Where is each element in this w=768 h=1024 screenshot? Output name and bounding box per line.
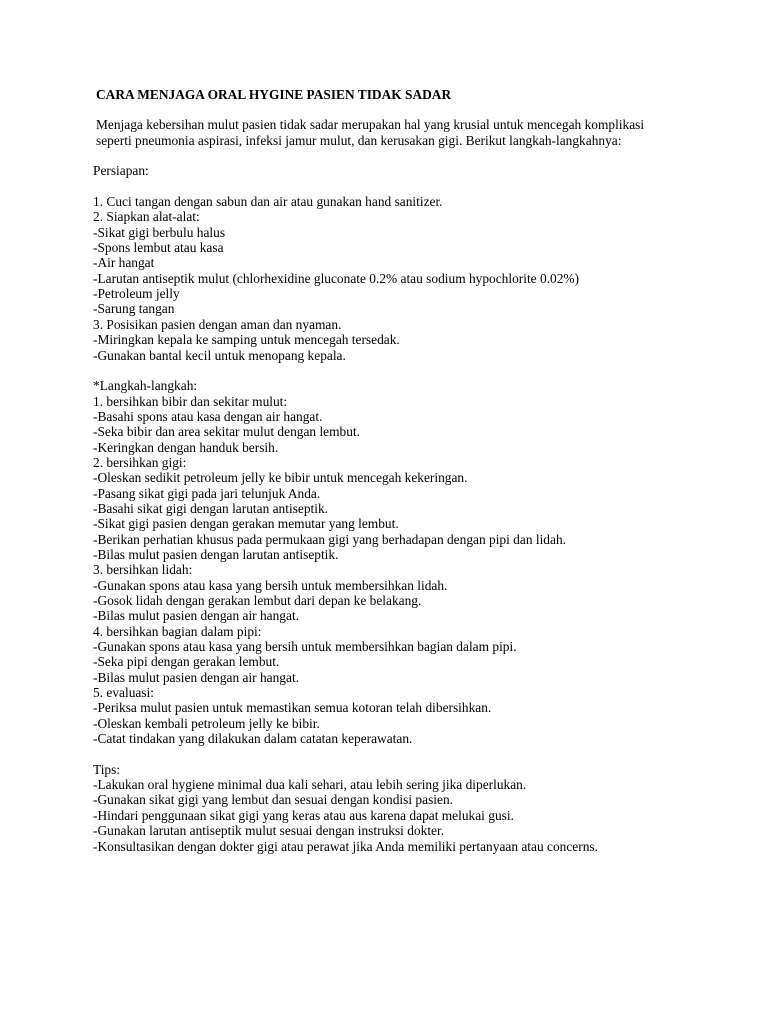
text-line: -Pasang sikat gigi pada jari telunjuk Anda. xyxy=(93,485,321,501)
document-title: CARA MENJAGA ORAL HYGINE PASIEN TIDAK SADAR xyxy=(96,87,452,102)
text-line: -Lakukan oral hygiene minimal dua kali sehari, atau lebih sering jika diperlukan. xyxy=(93,777,527,793)
text-line: -Gunakan bantal kecil untuk menopang kepala. xyxy=(93,347,346,363)
spacer xyxy=(93,746,653,761)
text-line: -Gunakan larutan antiseptik mulut sesuai dengan instruksi dokter. xyxy=(93,823,445,839)
text-line: 4. bersihkan bagian dalam pipi: xyxy=(93,623,262,639)
spacer xyxy=(93,363,653,378)
spacer xyxy=(93,148,653,163)
text-line: 5. evaluasi: xyxy=(93,685,154,701)
text-line: -Petroleum jelly xyxy=(93,286,180,302)
text-line: -Periksa mulut pasien untuk memastikan semua kotoran telah dibersihkan. xyxy=(93,700,492,716)
text-line: -Berikan perhatian khusus pada permukaan gigi yang berhadapan dengan pipi dan lidah. xyxy=(93,531,566,547)
text-line: -Sikat gigi berbulu halus xyxy=(93,224,226,240)
text-line: -Gunakan spons atau kasa yang bersih untuk membersihkan lidah. xyxy=(93,577,448,593)
text-line: 2. Siapkan alat-alat: xyxy=(93,209,200,225)
steps-list xyxy=(93,394,653,747)
preparation-heading: Persiapan: xyxy=(93,163,149,179)
text-line: -Seka bibir dan area sekitar mulut dengan lembut. xyxy=(93,424,360,440)
text-line: -Spons lembut atau kasa xyxy=(93,240,224,256)
text-line: -Sikat gigi pasien dengan gerakan memutar yang lembut. xyxy=(93,516,399,532)
tips-list xyxy=(93,777,653,854)
document-body xyxy=(93,87,653,854)
steps-heading: *Langkah-langkah: xyxy=(93,378,198,394)
text-line: 3. Posisikan pasien dengan aman dan nyaman. xyxy=(93,316,342,332)
spacer xyxy=(93,179,653,194)
text-line: -Bilas mulut pasien dengan air hangat. xyxy=(93,608,300,624)
text-line: -Miringkan kepala ke samping untuk mencegah tersedak. xyxy=(93,332,400,348)
text-line: -Bilas mulut pasien dengan larutan antiseptik. xyxy=(93,546,339,562)
text-line: 1. Cuci tangan dengan sabun dan air atau gunakan hand sanitizer. xyxy=(93,194,443,210)
intro-text: Menjaga kebersihan mulut pasien tidak sadar merupakan hal yang krusial untuk mencegah komplikasi seperti pneumonia aspirasi, infeksi jamur mulut, dan kerusakan gigi. Berikut langkah-langkahnya: xyxy=(96,117,645,148)
text-line: -Gosok lidah dengan gerakan lembut dari depan ke belakang. xyxy=(93,593,422,608)
text-line: -Gunakan spons atau kasa yang bersih untuk membersihkan bagian dalam pipi. xyxy=(93,639,517,655)
preparation-list xyxy=(93,194,653,363)
text-line: -Basahi spons atau kasa dengan air hangat. xyxy=(93,408,323,424)
text-line: -Catat tindakan yang dilakukan dalam catatan keperawatan. xyxy=(93,731,413,747)
text-line: 1. bersihkan bibir dan sekitar mulut: xyxy=(93,393,288,409)
text-line: -Keringkan dengan handuk bersih. xyxy=(93,439,279,455)
text-line: -Basahi sikat gigi dengan larutan antiseptik. xyxy=(93,500,329,516)
text-line: 3. bersihkan lidah: xyxy=(93,562,193,578)
text-line: -Sarung tangan xyxy=(93,301,175,317)
tips-heading: Tips: xyxy=(93,761,121,777)
text-line: 2. bersihkan gigi: xyxy=(93,454,187,470)
text-line: -Oleskan sedikit petroleum jelly ke bibir untuk mencegah kekeringan. xyxy=(93,470,468,486)
text-line: -Gunakan sikat gigi yang lembut dan sesuai dengan kondisi pasien. xyxy=(93,792,453,808)
text-line: -Konsultasikan dengan dokter gigi atau perawat jika Anda memiliki pertanyaan atau concerns. xyxy=(93,838,598,854)
text-line: -Larutan antiseptik mulut (chlorhexidine gluconate 0.2% atau sodium hypochlorite 0.02%) xyxy=(93,270,580,286)
text-line: -Bilas mulut pasien dengan air hangat. xyxy=(93,669,300,685)
text-line: -Oleskan kembali petroleum jelly ke bibir. xyxy=(93,715,320,731)
text-line: -Seka pipi dengan gerakan lembut. xyxy=(93,654,280,670)
text-line: -Air hangat xyxy=(93,255,155,271)
text-line: -Hindari penggunaan sikat gigi yang keras atau aus karena dapat melukai gusi. xyxy=(93,807,514,823)
intro-paragraph xyxy=(93,117,653,148)
